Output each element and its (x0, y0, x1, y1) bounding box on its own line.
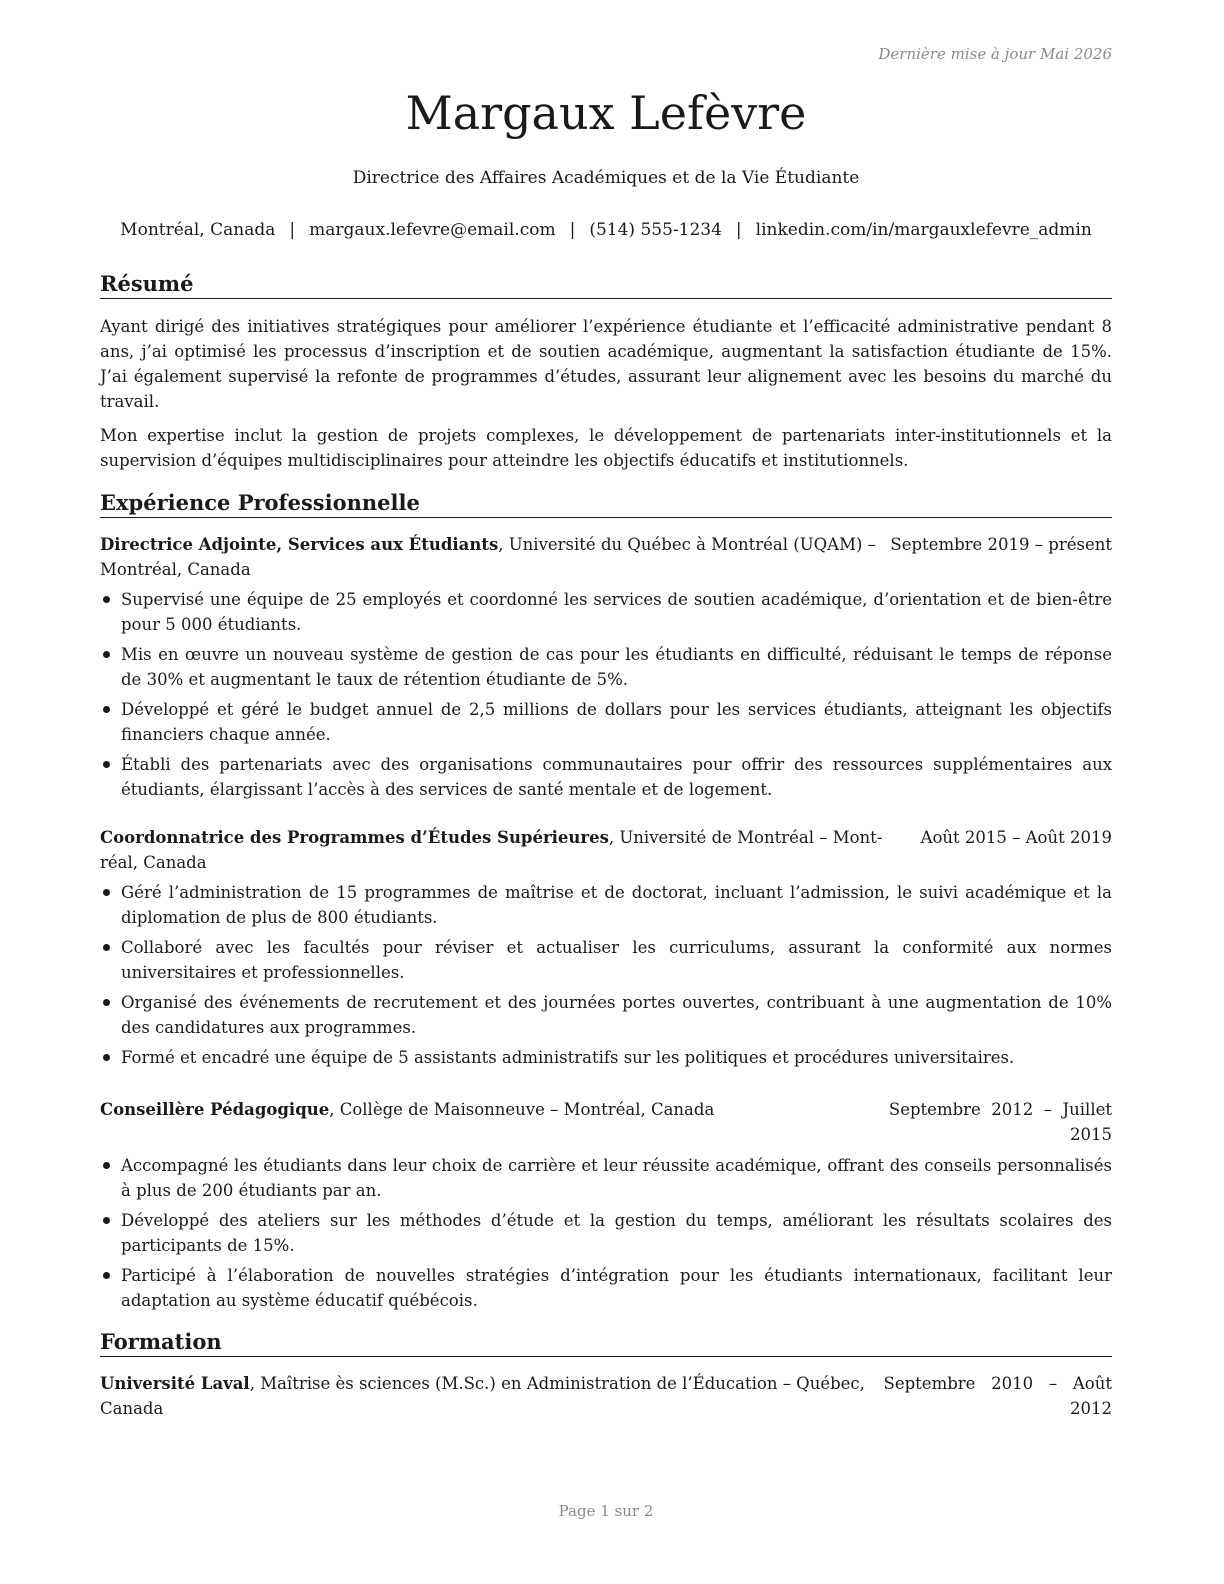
job-dates: Août 2015 – Août 2019 (920, 828, 1112, 847)
list-item: Supervisé une équipe de 25 employés et coordonné les services de soutien académique, d’orientation et de bien-être pour 5 000 étudiants. (100, 587, 1112, 637)
list-item: Développé des ateliers sur les méthodes d’étude et la gestion du temps, améliorant les résultats scolaires des participants de 15%. (100, 1208, 1112, 1258)
list-item: Accompagné les étudiants dans leur choix de carrière et leur réussite académique, offrant des conseils personnalisés à plus de 200 étudiants par an. (100, 1153, 1112, 1203)
summary-paragraph: Ayant dirigé des initiatives stratégiques pour améliorer l’expérience étudiante et l’efficacité administrative pendant 8 ans, j’ai optimisé les processus d’inscription et de soutien académique, augmentant la satisfaction étudiante de 15%. J’ai également supervisé la refonte de programmes d’études, assurant leur alignement avec les besoins du marché du travail. (100, 317, 1112, 411)
job-org: , Université de Montréal – Mont- (608, 828, 883, 847)
contact-location: Montréal, Canada (120, 220, 276, 240)
list-item: Formé et encadré une équipe de 5 assistants administratifs sur les politiques et procédures universitaires. (100, 1045, 1112, 1070)
job-employer (100, 1097, 714, 1122)
contact-separator: | (735, 220, 742, 240)
job-header (100, 1097, 1112, 1147)
contact-line (100, 220, 1112, 240)
section-summary-heading: Résumé (100, 271, 1112, 299)
education-degree: Université Laval, Maîtrise ès sciences (M.Sc.) en Administration de l’Éducation – Québec, Canada (100, 1374, 865, 1418)
contact-separator: | (289, 220, 296, 240)
job-dates: Septembre 2012 – Juillet 2015 (888, 1100, 1112, 1144)
candidate-title: Directrice des Affaires Académiques et de la Vie Étudiante (352, 168, 860, 188)
list-item: Développé et géré le budget annuel de 2,5 millions de dollars pour les services étudiants, atteignant les objectifs financiers chaque année. (100, 697, 1112, 747)
job-bullets (100, 1153, 1112, 1318)
list-item: Organisé des événements de recrutement et des journées portes ouvertes, contribuant à une augmentation de 10% des candidatures aux programmes. (100, 990, 1112, 1040)
job-header (100, 532, 1112, 582)
job-employer (100, 825, 882, 875)
list-item: Mis en œuvre un nouveau système de gestion de cas pour les étudiants en difficulté, réduisant le temps de réponse de 30% et augmentant le taux de rétention étudiante de 5%. (100, 642, 1112, 692)
bullet-icon (103, 889, 110, 896)
list-item: Participé à l’élaboration de nouvelles stratégies d’intégration pour les étudiants internationaux, facilitant leur adaptation au système éducatif québécois. (100, 1263, 1112, 1313)
section-experience-heading: Expérience Professionnelle (100, 490, 1112, 518)
job-dates: Septembre 2019 – présent (890, 535, 1112, 554)
bullet-icon (103, 596, 110, 603)
contact-email[interactable]: margaux.lefevre@email.com (309, 220, 556, 240)
education-dates: Septembre 2010 – Août 2012 (883, 1374, 1112, 1418)
job-role: Conseillère Pédagogique (100, 1100, 330, 1119)
job-org: , Collège de Maisonneuve – Montréal, Canada (329, 1100, 715, 1119)
list-item: Établi des partenariats avec des organisations communautaires pour offrir des ressources supplémentaires aux étudiants, élargissant l’accès à des services de santé mentale et de logement. (100, 752, 1112, 802)
resume-page (100, 0, 1112, 1584)
section-education-heading: Formation (100, 1329, 1112, 1357)
contact-phone: (514) 555-1234 (589, 220, 722, 240)
summary-paragraph: Mon expertise inclut la gestion de projets complexes, le développement de partenariats inter-institutionnels et la supervision d’équipes multidisciplinaires pour atteindre les objectifs éducatifs et institutionnels. (100, 426, 1112, 470)
job-role: Coordonnatrice des Programmes d’Études Supérieures (100, 828, 609, 847)
education-entry (100, 1371, 1112, 1421)
bullet-icon (103, 706, 110, 713)
job-org: , Université du Québec à Montréal (UQAM) – (498, 535, 876, 554)
bullet-icon (103, 944, 110, 951)
job-employer (100, 532, 876, 582)
bullet-icon (103, 651, 110, 658)
job-bullets (100, 587, 1112, 807)
contact-separator: | (569, 220, 576, 240)
job-bullets (100, 880, 1112, 1075)
education-school: Université Laval (100, 1374, 250, 1393)
job-header (100, 825, 1112, 875)
bullet-icon (103, 1272, 110, 1279)
job-role: Directrice Adjointe, Services aux Étudiants (100, 535, 499, 554)
bullet-icon (103, 1217, 110, 1224)
list-item: Collaboré avec les facultés pour réviser et actualiser les curriculums, assurant la conformité aux normes universitaires et professionnelles. (100, 935, 1112, 985)
last-updated: Dernière mise à jour Mai 2026 (878, 45, 1112, 63)
candidate-name: Margaux Lefèvre (405, 86, 807, 140)
bullet-icon (103, 1162, 110, 1169)
page-number: Page 1 sur 2 (558, 1502, 654, 1520)
job-location: Montréal, Canada (100, 560, 251, 579)
bullet-icon (103, 999, 110, 1006)
job-location: réal, Canada (100, 853, 207, 872)
bullet-icon (103, 761, 110, 768)
list-item: Géré l’administration de 15 programmes de maîtrise et de doctorat, incluant l’admission, le suivi académique et la diplomation de plus de 800 étudiants. (100, 880, 1112, 930)
bullet-icon (103, 1054, 110, 1061)
contact-linkedin[interactable]: linkedin.com/in/margauxlefevre_admin (755, 220, 1092, 240)
